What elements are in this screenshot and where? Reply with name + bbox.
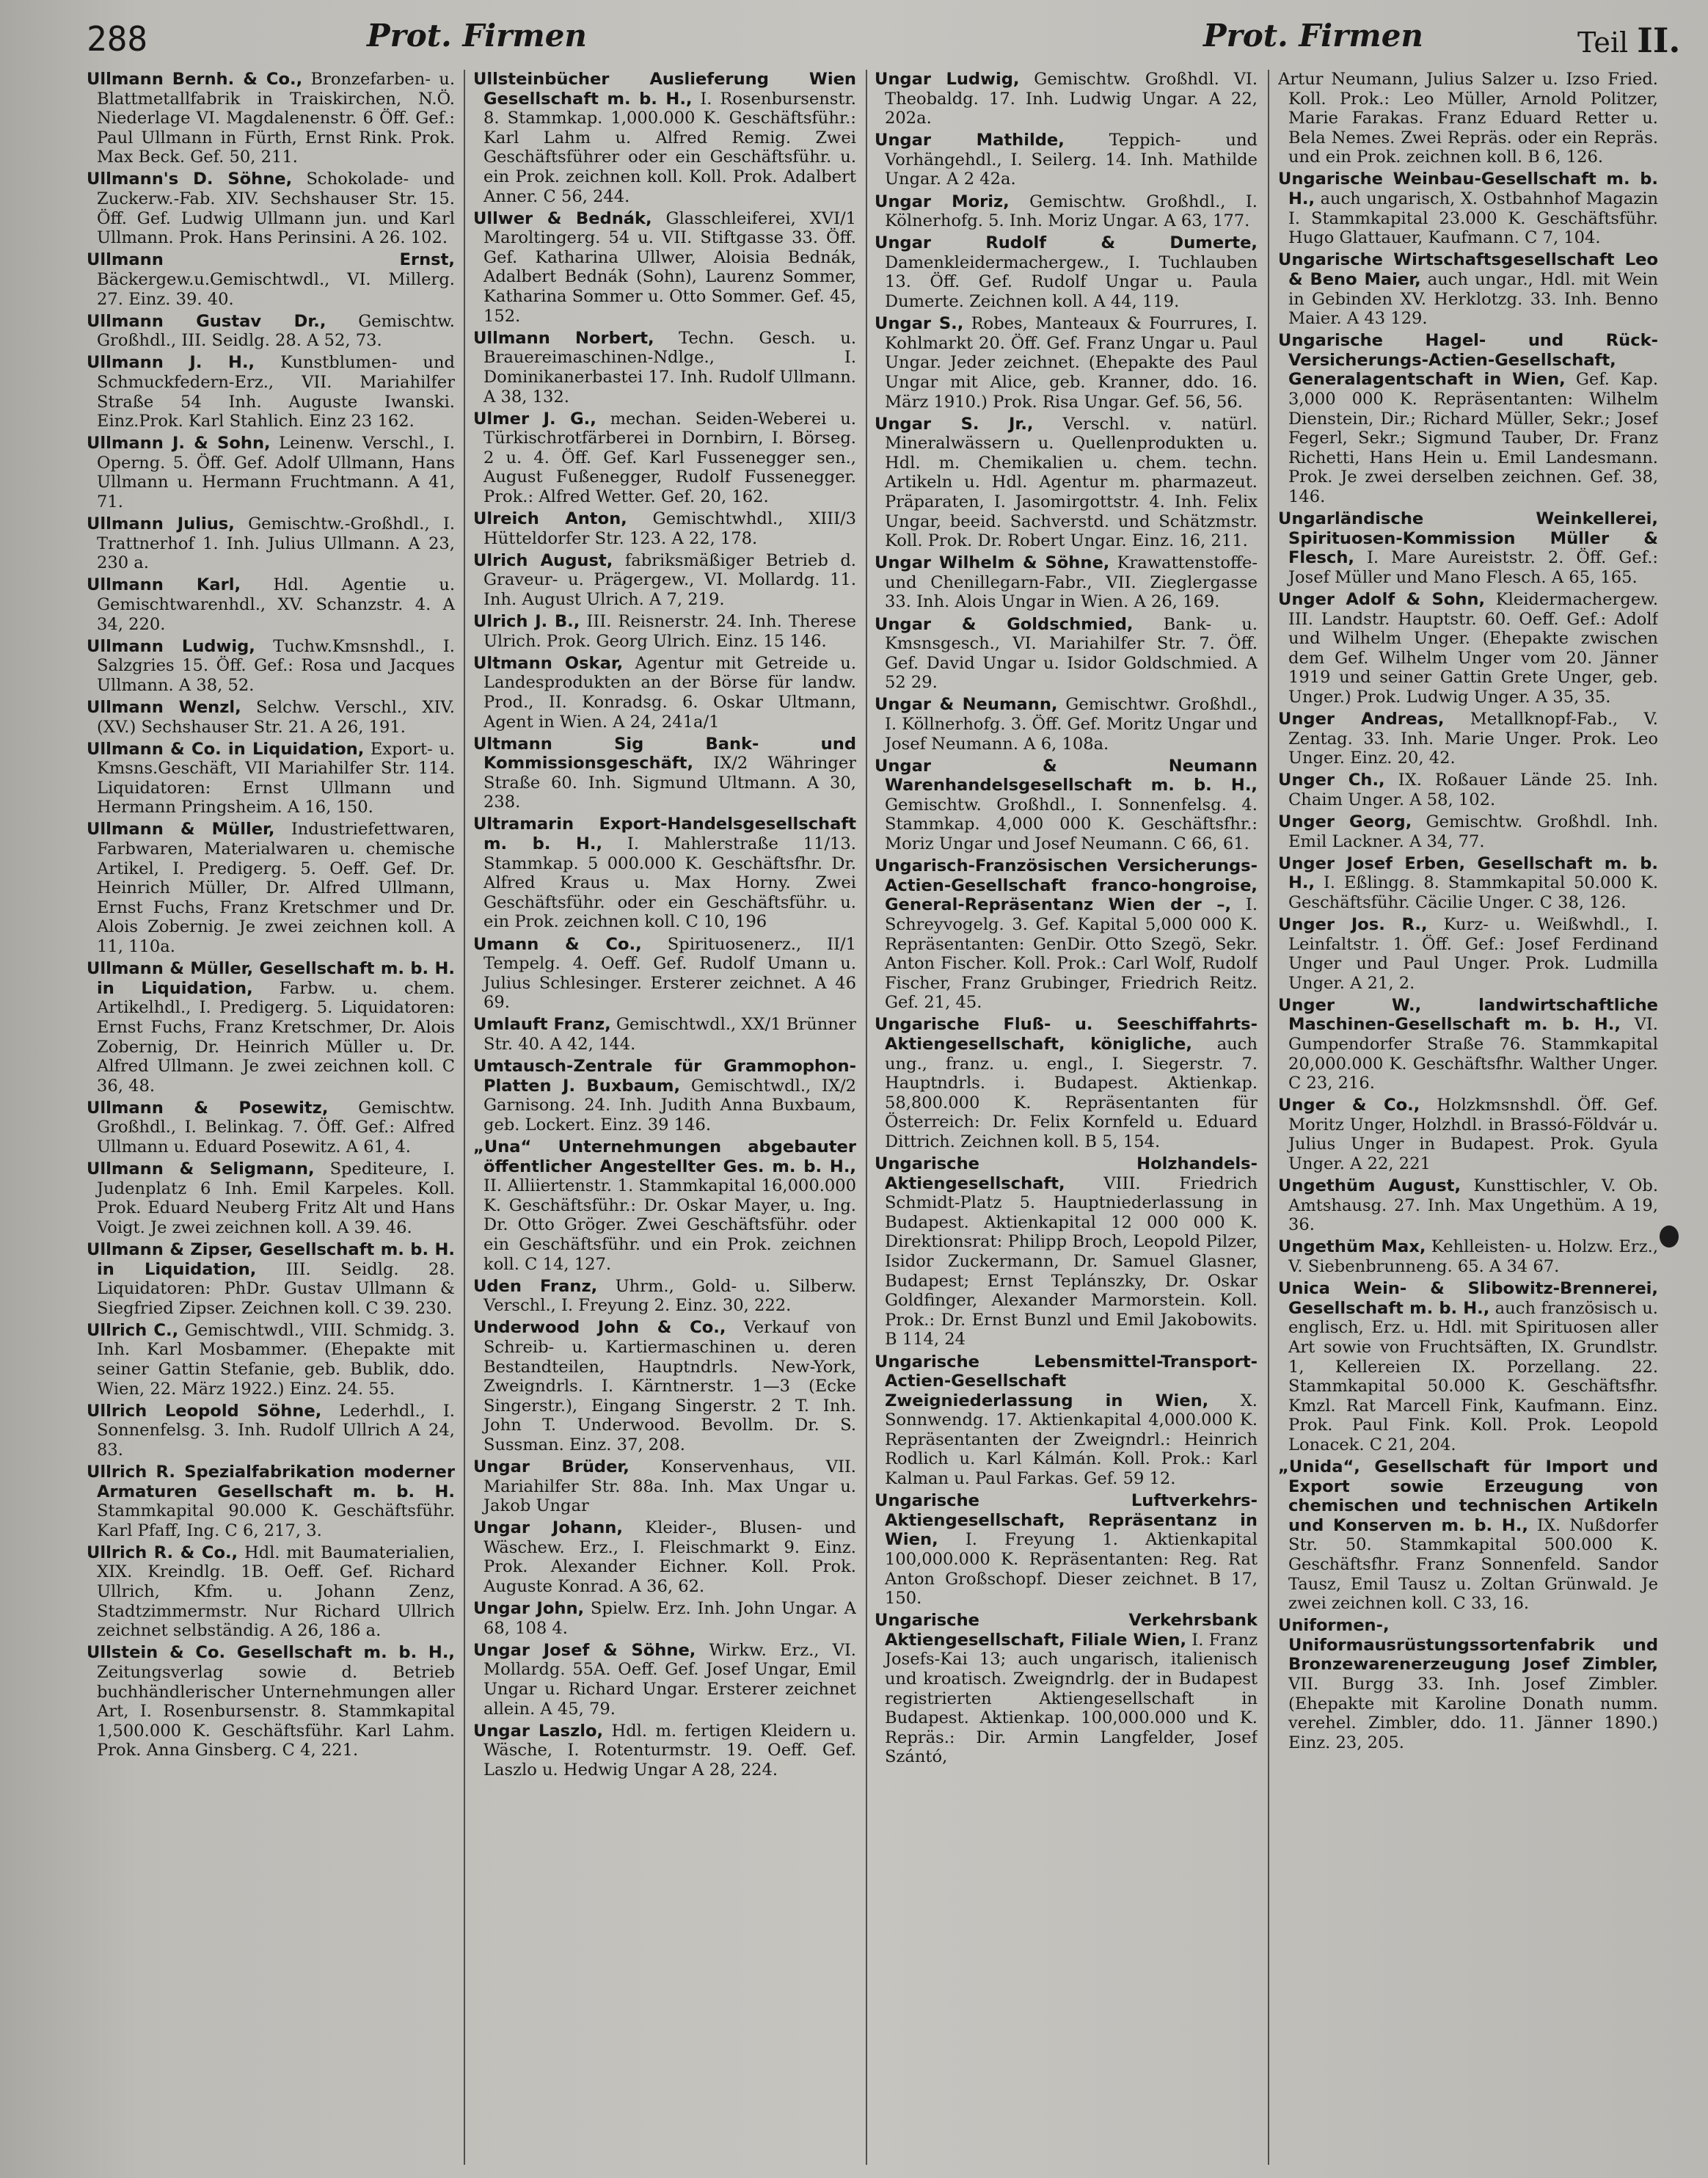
directory-entry [1278,1457,1658,1614]
firm-name: Ulmer J. G., [473,409,596,429]
entry-details: Konservenhaus, VII. Mariahilfer Str. 88a. Inh. Max Ungar u. Jakob Ungar [483,1457,856,1516]
firm-name: Ungar Rudolf & Dumerte, [875,233,1258,253]
entry-details: Verkauf von Schreib- u. Kartiermaschinen u. deren Bestandteilen, Hauptndrls. New-York, Zweigndrls. I. Kärntnerstr. 1—3 (Ecke Singerstr.), Eingang Singerstr. 2 T. Inh. John T. Underwood. Bevollm. Dr. S. Sussman. Einz. 37, 208. [483,1318,856,1454]
directory-entry [87,514,455,573]
entry-details: X. Sonnwendg. 17. Aktienkapital 4,000.000 K. Repräsentanten der Zweigndrl.: Heinrich Rodlich u. Karl Kálmán. Koll. Prok.: Karl Kalman u. Paul Farkas. Gef. 59 12. [885,1391,1258,1489]
directory-entry [87,353,455,431]
entry-details: Kurz- u. Weißwhdl., I. Leinfaltstr. 1. Öff. Gef.: Josef Ferdinand Unger und Paul Unger. Prok. Ludmilla Unger. A 21, 2. [1288,914,1658,993]
directory-entry [473,1318,856,1454]
firm-name: Ungar & Neumann Warenhandelsgesellschaft m. b. H., [875,756,1258,795]
directory-entry [1278,812,1658,851]
directory-entry [87,1159,455,1237]
firm-name: Ungar Johann, [473,1518,623,1538]
entry-details: Spirituosenerz., II/1 Tempelg. 4. Oeff. Gef. Rudolf Umann u. Julius Schlesinger. Ersterer zeichnet. A 46 69. [483,934,856,1013]
directory-entry [87,698,455,737]
firm-name: Ullsteinbücher Auslieferung Wien Gesellschaft m. b. H., [473,70,856,109]
column-4 [1278,70,1658,2165]
running-title-right: Prot. Firmen [1203,18,1423,54]
directory-entry [87,820,455,956]
entry-details: Hdl. Agentie u. Gemischtwarenhdl., XV. Schanzstr. 4. A 34, 220. [97,575,455,634]
firm-name: Ullmann J. H., [87,353,255,373]
entry-details: Gemischtwdl., IX/2 Garnisong. 24. Inh. Judith Anna Buxbaum, geb. Lockert. Einz. 39 146. [483,1076,856,1134]
entry-details: VII. Burgg 33. Inh. Josef Zimbler. (Ehepakte mit Karoline Donath numm. verehel. Zimbler, ddo. 11. Jänner 1890.) Einz. 23, 205. [1288,1675,1658,1752]
entry-details: Industriefettwaren, Farbwaren, Materialwaren u. chemische Artikel, I. Predigerg. 5. Oeff. Gef. Dr. Heinrich Müller, Dr. Alfred Ullmann, Ernst Fuchs, Franz Kretschmer und Dr. Alois Zobernig. Je zwei zeichnen koll. A 11, 110a. [97,820,455,957]
directory-entry [473,935,856,1013]
entry-details: Robes, Manteaux & Fourrures, I. Kohlmarkt 20. Öff. Gef. Franz Ungar u. Paul Ungar. Jeder zeichnet. (Ehepakte des Paul Ungar mit Alice, geb. Kranner, ddo. 16. März 1910.) Prok. Risa Ungar. Gef. 56, 56. [885,314,1258,412]
firm-name: Ungar Wilhelm & Söhne, [875,553,1110,573]
directory-entry [875,415,1258,551]
entry-details: Gemischtw. Großhdl., III. Seidlg. 28. A 52, 73. [97,311,455,351]
firm-name: Ullmann Ludwig, [87,636,255,656]
binding-hole [1660,1225,1679,1248]
entry-details: Gemischtw. Großhdl., I. Sonnenfelsg. 4. Stammkap. 4,000 000 K. Geschäftsfhr.: Moriz Ungar und Josef Neumann. C 66, 61. [885,795,1258,854]
directory-entry [87,637,455,696]
directory-entry [473,1722,856,1780]
directory-entry [473,1457,856,1516]
directory-entry [473,209,856,327]
directory-entry [87,1463,455,1540]
entry-details: III. Seidlg. 28. Liquidatoren: PhDr. Gustav Ullmann & Siegfried Zipser. Zeichnen koll. C 39. 230. [97,1259,455,1318]
firm-name: Ulreich Anton, [473,509,627,529]
firm-name: Ungar Brüder, [473,1457,629,1476]
directory-entry [1278,590,1658,707]
firm-name: Ungarische Holzhandels-Aktiengesellschaft, [875,1154,1258,1193]
directory-entry [1278,509,1658,587]
directory-entry [1278,1279,1658,1454]
entry-details: Agentur mit Getreide u. Landesprodukten an der Börse für landw. Prod., II. Konradsg. 6. Oskar Ultmann, Agent in Wien. A 24, 241a/1 [483,653,856,732]
firm-name: Ungethüm August, [1278,1176,1461,1196]
entry-details: Gemischtwhdl., XIII/3 Hütteldorfer Str. 123. A 22, 178. [483,509,856,548]
column-rule [866,70,867,2165]
firm-name: Ulrich August, [473,550,613,570]
firm-name: Ullmann Ernst, [87,250,455,270]
directory-entry [875,314,1258,412]
entry-details: Teppich- und Vorhängehdl., I. Seilerg. 14. Inh. Mathilde Ungar. A 2 42a. [885,131,1258,189]
firm-name: Ungarische Lebensmittel-Transport-Actien-Gesellschaft Zweigniederlassung in Wien, [875,1352,1258,1410]
entry-details: I. Eßlingg. 8. Stammkapital 50.000 K. Geschäftsführ. Cäcilie Unger. C 38, 126. [1288,873,1658,912]
directory-entry [473,612,856,651]
directory-entry [473,735,856,812]
firm-name: Ungarische Fluß- u. Seeschiffahrts-Aktiengesellschaft, königliche, [875,1015,1258,1054]
firm-name: Umtausch-Zentrale für Grammophon-Platten J. Buxbaum, [473,1057,856,1096]
entry-details: IX. Roßauer Lände 25. Inh. Chaim Unger. A 58, 102. [1288,771,1658,809]
firm-name: Umlauft Franz, [473,1015,611,1035]
entry-details: auch ung., franz. u. engl., I. Siegerstr. 7. Hauptndrls. i. Budapest. Aktienkap. 58,800.000 K. Repräsentanten für Österreich: Dr. Felix Kornfeld u. Eduard Dittrich. Zeichnen koll. B 5, 154. [885,1035,1258,1151]
entry-details: Kleidermachergew. III. Landstr. Hauptstr. 60. Oeff. Gef.: Adolf und Wilhelm Unger. (Ehepakte zwischen dem Gef. Wilhelm Unger vom 20. Jänner 1919 und seiner Gattin Grete Unger, geb. Unger.) Prok. Ludwig Unger. A 35, 35. [1288,589,1658,707]
entry-details: Kunstblumen- und Schmuckfedern-Erz., VII. Mariahilfer Straße 54 Inh. Auguste Iwanski. Einz.Prok. Karl Stahlich. Einz 23 162. [97,353,455,431]
entry-details: Gemischtwdl., VIII. Schmidg. 3. Inh. Karl Mosbammer. (Ehepakte mit seiner Gattin Stefanie, geb. Bublik, ddo. Wien, 22. März 1922.) Einz. 24. 55. [97,1320,455,1399]
directory-entry [1278,331,1658,506]
directory-entry [875,856,1258,1013]
firm-name: Ungarische Luftverkehrs-Aktiengesellschaft, Repräsentanz in Wien, [875,1491,1258,1550]
firm-name: Ullrich Leopold Söhne, [87,1401,322,1421]
column-2 [473,70,856,2165]
firm-name: Ungar & Neumann, [875,695,1058,715]
firm-name: Ungar S., [875,314,964,334]
firm-name: Ungar John, [473,1599,585,1619]
entry-details: Farbw. u. chem. Artikelhdl., I. Predigerg. 5. Liquidatoren: Ernst Fuchs, Franz Kretschmer, Dr. Alois Zobernig, Dr. Heinrich Müller u. Dr. Alfred Ullmann. Je zwei zeichnen koll. C 36, 48. [97,978,455,1096]
directory-entry [87,1402,455,1460]
entry-details: I. Rosenbursenstr. 8. Stammkap. 1,000.000 K. Geschäftsführ.: Karl Lahm u. Alfred Remig. Zwei Geschäftsführer oder ein Geschäftsführ. u. ein Prok. zeichnen koll. Koll. Prok. Adalbert Anner. C 56, 244. [483,89,856,206]
firm-name: Uden Franz, [473,1276,598,1296]
directory-entry [875,757,1258,854]
entry-details: Bank- u. Kmsnsgesch., VI. Mariahilfer Str. 7. Öff. Gef. David Ungar u. Isidor Goldschmied. A 52 29. [885,614,1258,693]
entry-details: auch ungar., Hdl. mit Wein in Gebinden XV. Herklotzg. 33. Inh. Benno Maier. A 43 129. [1288,269,1658,329]
directory-entry [87,1240,455,1318]
firm-name: Ullwer & Bednák, [473,208,652,228]
directory-entry [473,409,856,507]
directory-entry [875,1352,1258,1489]
entry-details: Gemischtw. Großhdl. Inh. Emil Lackner. A 34, 77. [1288,812,1658,851]
directory-entry [1278,1237,1658,1276]
directory-entry [875,233,1258,311]
firm-name: Ungar & Goldschmied, [875,614,1134,634]
firm-name: Unger Adolf & Sohn, [1278,589,1486,609]
directory-entry [87,1099,455,1157]
directory-entry [875,1611,1258,1767]
firm-name: Ulrich J. B., [473,612,580,632]
firm-name: Ungarische Wirtschaftsgesellschaft Leo & Beno Maier, [1278,250,1658,289]
firm-name: Ullmann & Co. in Liquidation, [87,739,365,759]
firm-name: Ungar Mathilde, [875,131,1065,150]
running-title-left: Prot. Firmen [367,18,587,54]
directory-entry [875,192,1258,231]
entry-details: Wirkw. Erz., VI. Mollardg. 55A. Oeff. Gef. Josef Ungar, Emil Ungar u. Richard Ungar. Ersterer zeichnet allein. A 45, 79. [483,1640,856,1719]
entry-details: Metallknopf-Fab., V. Zentag. 33. Inh. Marie Unger. Prok. Leo Unger. Einz. 20, 42. [1288,710,1658,768]
directory-entry [1278,1176,1658,1235]
firm-name: Unger Ch., [1278,771,1385,790]
entry-details: III. Reisnerstr. 24. Inh. Therese Ulrich. Prok. Georg Ulrich. Einz. 15 146. [483,612,856,651]
firm-name: Ullmann & Müller, [87,820,275,839]
directory-entry [875,70,1258,128]
entry-details: Export- u. Kmsns.Geschäft, VII Mariahilfer Str. 114. Liquidatoren: Ernst Ullmann und Hermann Pringsheim. A 16, 150. [97,739,455,817]
firm-name: Unger Georg, [1278,812,1412,831]
directory-entry [87,1543,455,1641]
entry-details: Gemischtw. Großhdl., I. Belinkag. 7. Öff. Gef.: Alfred Ullmann u. Eduard Posewitz. A 61, 4. [97,1098,455,1157]
firm-name: „Una“ Unternehmungen abgebauter öffentlicher Angestellter Ges. m. b. H., [473,1137,856,1176]
page-number: 288 [87,19,148,59]
part-number: II. [1637,21,1681,60]
entry-details: Uhrm., Gold- u. Silberw. Verschl., I. Freyung 2. Einz. 30, 222. [483,1276,856,1316]
directory-entry [87,312,455,351]
directory-entry [1278,854,1658,913]
directory-entry [87,959,455,1096]
directory-entry [1278,915,1658,993]
entry-details: fabriksmäßiger Betrieb d. Graveur- u. Prägergew., VI. Mollardg. 11. Inh. August Ulrich. A 7, 219. [483,550,856,609]
entry-details: I. Schreyvogelg. 3. Gef. Kapital 5,000 000 K. Repräsentanten: GenDir. Otto Szegö, Sekr. Anton Fischer. Koll. Prok.: Carl Wolf, Rudolf Fischer, Franz Grubinger, Friedrich Reitz. Gef. 21, 45. [885,895,1258,1013]
entry-details: Leinenw. Verschl., I. Operng. 5. Öff. Gef. Adolf Ullmann, Hans Ullmann u. Hermann Fruchtmann. A 41, 71. [97,434,455,511]
firm-name: Ungarische Verkehrsbank Aktiengesellschaft, Filiale Wien, [875,1611,1258,1650]
column-rule [1268,70,1269,2165]
firm-name: Ungarisch-Französischen Versicherungs-Actien-Gesellschaft franco-hongroise, General-Repräsentanz Wien der –, [875,856,1258,915]
directory-entry [1278,1096,1658,1173]
entry-details: Holzkmsnshdl. Öff. Gef. Moritz Unger, Holzhdl. in Brassó-Földvár u. Julius Unger in Budapest. Prok. Gyula Unger. A 22, 221 [1288,1096,1658,1174]
entry-details: I. Freyung 1. Aktienkapital 100,000.000 K. Repräsentanten: Reg. Rat Anton Großschopf. Dieser zeichnet. B 17, 150. [885,1530,1258,1609]
firm-name: Unger Josef Erben, Gesellschaft m. b. H., [1278,853,1658,893]
firm-name: Ungar Josef & Söhne, [473,1640,696,1660]
directory-entry [87,70,455,167]
firm-name: Ungar Laszlo, [473,1721,604,1741]
directory-entry [875,1015,1258,1151]
directory-entry [1278,710,1658,768]
entry-details: Lederhdl., I. Sonnenfelsg. 3. Inh. Rudolf Ullrich A 24, 83. [97,1401,455,1460]
entry-details: Schokolade- und Zuckerw.-Fab. XIV. Sechshauser Str. 15. Öff. Gef. Ludwig Ullmann jun. und Karl Ullmann. Prok. Hans Perinsini. A 26. 102. [97,170,455,248]
firm-name: Unger W., landwirtschaftliche Maschinen-Gesellschaft m. b. H., [1278,995,1658,1035]
firm-name: Ullmann Karl, [87,575,241,595]
directory-entry [875,1154,1258,1350]
directory-entry [87,1643,455,1760]
firm-name: Ullmann & Posewitz, [87,1098,329,1118]
firm-name: Ullrich R. Spezialfabrikation moderner Armaturen Gesellschaft m. b. H. [87,1462,455,1501]
directory-entry [875,695,1258,754]
directory-entry [875,1491,1258,1609]
column-rule [464,70,465,2165]
directory-entry [87,1321,455,1399]
firm-name: Ungar Ludwig, [875,70,1020,89]
entry-details: Zeitungsverlag sowie d. Betrieb buchhändlerischer Unternehmungen aller Art, I. Rosenbursenstr. 8. Stammkapital 1,500.000 K. Geschäftsführ. Karl Lahm. Prok. Anna Ginsberg. C 4, 221. [97,1662,455,1760]
entry-details: Artur Neumann, Julius Salzer u. Izso Fried. Koll. Prok.: Leo Müller, Arnold Politzer, Marie Farakas. Franz Eduard Retter u. Bela Nemes. Zwei Repräs. oder ein Repräs. und ein Prok. zeichnen koll. B 6, 126. [1278,70,1658,167]
firm-name: Ullmann & Müller, Gesellschaft m. b. H. in Liquidation, [87,959,455,998]
firm-name: Unger Andreas, [1278,710,1445,729]
directory-entry [473,551,856,610]
firm-name: Ullmann Bernh. & Co., [87,70,303,89]
firm-name: Ungar Moriz, [875,192,1010,211]
entry-details: Bäckergew.u.Gemischtwdl., VI. Millerg. 27. Einz. 39. 40. [97,269,455,309]
directory-entry [1278,1616,1658,1752]
entry-details: IX. Nußdorfer Str. 50. Stammkapital 500.000 K. Geschäftsfhr. Franz Sonnenfeld. Sandor Tausz, Emil Tausz u. Zoltan Grünwald. Je zwei zeichnen koll. C 33, 16. [1288,1515,1658,1614]
entry-details: Techn. Gesch. u. Brauereimaschinen-Ndlge., I. Dominikanerbastei 17. Inh. Rudolf Ullmann. A 38, 132. [483,328,856,407]
directory-entry [87,740,455,817]
entry-details: Spediteure, I. Judenplatz 6 Inh. Emil Karpeles. Koll. Prok. Eduard Neuberg Fritz Alt und Hans Voigt. Je zwei zeichnen koll. A 39. 46. [97,1159,455,1237]
firm-name: Ungarische Hagel- und Rück-Versicherungs-Actien-Gesellschaft, Generalagentschaft in Wien, [1278,331,1658,390]
entry-details: Gemischtwr. Großhdl., I. Köllnerhofg. 3. Öff. Gef. Moritz Ungar und Josef Neumann. A 6, 108a. [885,695,1258,754]
firm-name: Ullmann's D. Söhne, [87,170,293,189]
entry-details: I. Mare Aureiststr. 2. Öff. Gef.: Josef Müller und Mano Flesch. A 65, 165. [1288,548,1658,587]
directory-entry [473,1137,856,1274]
directory-entry [875,553,1258,612]
firm-name: Ungethüm Max, [1278,1237,1426,1257]
directory-entry [473,815,856,932]
entry-details: Tuchw.Kmsnshdl., I. Salzgries 15. Öff. Gef.: Rosa und Jacques Ullmann. A 38, 52. [97,636,455,695]
entry-details: Kleider-, Blusen- und Wäschew. Erz., I. Fleischmarkt 9. Einz. Prok. Alexander Eichner. Koll. Prok. Auguste Konrad. A 36, 62. [483,1518,856,1597]
firm-name: Ullmann J. & Sohn, [87,434,271,454]
firm-name: Ungarländische Weinkellerei, Spirituosen-Kommission Müller & Flesch, [1278,509,1658,568]
entry-details: Gemischtw.-Großhdl., I. Trattnerhof 1. Inh. Julius Ullmann. A 23, 230 a. [97,514,455,573]
entry-details: IX/2 Währinger Straße 60. Inh. Sigmund Ultmann. A 30, 238. [483,754,856,812]
firm-name: Unger Jos. R., [1278,914,1428,934]
entry-details: II. Alliiertenstr. 1. Stammkapital 16,000.000 K. Geschäftsführ.: Dr. Oskar Mayer, u. Ing. Dr. Otto Gröger. Zwei Geschäftsführ. oder ein Geschäftsführ. und ein Prok. zeichnen koll. C 14, 127. [483,1176,856,1274]
directory-entry [473,1277,856,1316]
entry-details: Gef. Kap. 3,000 000 K. Repräsentanten: Wilhelm Dienstein, Dir.; Richard Müller, Sekr.; Josef Fegerl, Sekr.; Sigmund Tauber, Dr. Franz Richetti, Hans Hein u. Emil Landesmann. Prok. Je zwei derselben zeichnen. Gef. 38, 146. [1288,370,1658,506]
entry-details: Selchw. Verschl., XIV. (XV.) Sechshauser Str. 21. A 26, 191. [97,697,455,737]
entry-details: Verschl. v. natürl. Mineralwässern u. Quellenprodukten u. Hdl. m. Chemikalien u. chem. techn. Artikeln u. Hdl. Agentur m. pharmazeut. Präparaten, I. Jasomirgottstr. 4. Inh. Felix Ungar, beeid. Sachverstd. und Schätzmstr. Koll. Prok. Dr. Robert Ungar. Einz. 16, 211. [885,414,1258,551]
firm-name: Ungar S. Jr., [875,414,1034,434]
entry-details: VIII. Friedrich Schmidt-Platz 5. Hauptniederlassung in Budapest. Aktienkapital 12 000 000 K. Direktionsrat: Philipp Broch, Leopold Pilzer, Isidor Zuckermann, Dr. Samuel Glasner, Budapest; Ernst Teplánszky, Dr. Oskar Goldfinger, Alexander Marmorstein. Koll. Prok.: Dr. Ernst Bunzl und Emil Jakobowits. B 114, 24 [885,1173,1258,1350]
entry-details: Glasschleiferei, XVI/1 Maroltingerg. 54 u. VII. Stiftgasse 33. Öff. Gef. Katharina Ullwer, Aloisia Bednák, Adalbert Bednák (Sohn), Laurenz Sommer, Katharina Sommer u. Otto Sommer. Gef. 45, 152. [483,208,856,326]
firm-name: Ultmann Sig Bank- und Kommissionsgeschäft, [473,734,856,773]
part-prefix: Teil [1577,26,1629,59]
firm-name: Underwood John & Co., [473,1318,726,1338]
directory-entry [875,615,1258,693]
firm-name: Unger & Co., [1278,1096,1420,1115]
firm-name: Ullmann & Zipser, Gesellschaft m. b. H. in Liquidation, [87,1239,455,1279]
entry-details: mechan. Seiden-Weberei u. Türkischrotfärberei in Dornbirn, I. Börseg. 2 u. 4. Öff. Gef. Karl Fussenegger sen., August Fußenegger, Rudolf Fussenegger. Prok.: Alfred Wetter. Gef. 20, 162. [483,409,856,506]
directory-entry [473,1015,856,1054]
page-header [0,13,1708,65]
entry-details: Krawattenstoffe- und Chenillegarn-Fabr., VII. Zieglergasse 33. Inh. Alois Ungar in Wien. A 26, 169. [885,553,1258,612]
entry-details: I. Mahlerstraße 11/13. Stammkap. 5 000.000 K. Geschäftsfhr. Dr. Alfred Kraus u. Max Horny. Zwei Geschäftsführ. oder ein Geschäftsführ. u. ein Prok. zeichnen koll. C 10, 196 [483,834,856,932]
firm-name: Unica Wein- & Slibowitz-Brennerei, Gesellschaft m. b. H., [1278,1279,1658,1318]
firm-name: Ullmann Julius, [87,514,235,534]
directory-entry [473,1599,856,1638]
directory-entry [473,1518,856,1596]
firm-name: Ungarische Weinbau-Gesellschaft m. b. H., [1278,170,1658,209]
directory-entry [473,654,856,732]
part-label [1577,21,1680,60]
firm-name: Ullrich C., [87,1320,179,1340]
directory-entry [1278,771,1658,809]
firm-name: Ullstein & Co. Gesellschaft m. b. H., [87,1643,455,1663]
entry-details: Gemischtwdl., XX/1 Brünner Str. 40. A 42, 144. [483,1015,856,1054]
entry-details: I. Franz Josefs-Kai 13; auch ungarisch, italienisch und kroatisch. Zweigndrlg. der in Budapest registrierten Aktiengesellschaft in Budapest. Aktienkap. 100,000.000 und K. Repräs.: Dir. Armin Langfelder, Josef Szántó, [885,1630,1258,1767]
entry-details: Damenkleidermachergew., I. Tuchlauben 13. Öff. Gef. Rudolf Ungar u. Paula Dumerte. Zeichnen koll. A 44, 119. [885,252,1258,312]
firm-name: Uniformen-, Uniformausrüstungssortenfabrik und Bronzewarenerzeugung Josef Zimbler, [1278,1616,1658,1675]
firm-name: Ullmann Gustav Dr., [87,311,326,331]
firm-name: Umann & Co., [473,934,642,954]
firm-name: Ullmann Wenzl, [87,697,241,717]
entry-details: Gemischtw. Großhdl. VI. Theobaldg. 17. Inh. Ludwig Ungar. A 22, 202a. [885,70,1258,128]
firm-name: Ultmann Oskar, [473,653,624,673]
directory-entry [87,250,455,309]
column-3 [875,70,1258,2165]
directory-entry [1278,70,1658,167]
entry-details: Kehlleisten- u. Holzw. Erz., V. Siebenbrunneng. 65. A 34 67. [1288,1237,1658,1277]
directory-entry [473,329,856,407]
directory-entry [875,131,1258,189]
directory-entry [87,575,455,634]
entry-details: VI. Gumpendorfer Straße 76. Stammkapital 20,000.000 K. Geschäftsfhr. Walther Unger. C 23, 216. [1288,1015,1658,1093]
directory-entry [473,70,856,206]
directory-entry [473,509,856,548]
entry-details: auch französisch u. englisch, Erz. u. Hdl. mit Spirituosen aller Art sowie von Fruchtsäften, IX. Grundlstr. 1, Kellereien IX. Porzellang. 22. Stammkapital 50.000 K. Geschäftsfhr. Kmzl. Rat Marcell Fink, Kaufmann. Einz. Prok. Paul Fink. Koll. Prok. Leopold Lonacek. C 21, 204. [1288,1298,1658,1454]
directory-entry [1278,170,1658,247]
column-1 [87,70,455,2165]
entry-details: Stammkapital 90.000 K. Geschäftsführ. Karl Pfaff, Ing. C 6, 217, 3. [97,1501,455,1540]
firm-name: Ullrich R. & Co., [87,1543,238,1562]
entry-details: Hdl. mit Baumaterialien, XIX. Kreindlg. 1B. Oeff. Gef. Richard Ullrich, Kfm. u. Johann Zenz, Stadtzimmermstr. Nur Richard Ullrich zeichnet selbständig. A 26, 186 a. [97,1543,455,1641]
firm-name: Ultramarin Export-Handelsgesellschaft m. b. H., [473,815,856,854]
directory-entry [473,1057,856,1134]
directory-entry [87,434,455,511]
firm-name: Ullmann Norbert, [473,328,654,348]
directory-entry [1278,996,1658,1093]
entry-details: Hdl. m. fertigen Kleidern u. Wäsche, I. Rotenturmstr. 19. Oeff. Gef. Laszlo u. Hedwig Ungar A 28, 224. [483,1721,856,1780]
directory-entry [1278,250,1658,328]
directory-entry [473,1641,856,1719]
entry-details: Gemischtw. Großhdl., I. Kölnerhofg. 5. Inh. Moriz Ungar. A 63, 177. [885,192,1258,231]
entry-details: Kunsttischler, V. Ob. Amtshausg. 27. Inh. Max Ungethüm. A 19, 36. [1288,1176,1658,1235]
entry-details: Bronzefarben- u. Blattmetallfabrik in Traiskirchen, N.Ö. Niederlage VI. Magdalenenstr. 6 Öff. Gef.: Paul Ullmann in Fürth, Ernst Rink. Prok. Max Beck. Gef. 50, 211. [97,70,455,167]
firm-name: Ullmann & Seligmann, [87,1159,315,1179]
firm-name: „Unida“, Gesellschaft für Import und Export sowie Erzeugung von chemischen und technischen Artikeln und Konserven m. b. H., [1278,1457,1658,1535]
entry-details: Spielw. Erz. Inh. John Ungar. A 68, 108 4. [483,1599,856,1638]
directory-entry [87,170,455,247]
entry-details: auch ungarisch, X. Ostbahnhof Magazin I. Stammkapital 23.000 K. Geschäftsführ. Hugo Glattauer, Kaufmann. C 7, 104. [1288,189,1658,248]
